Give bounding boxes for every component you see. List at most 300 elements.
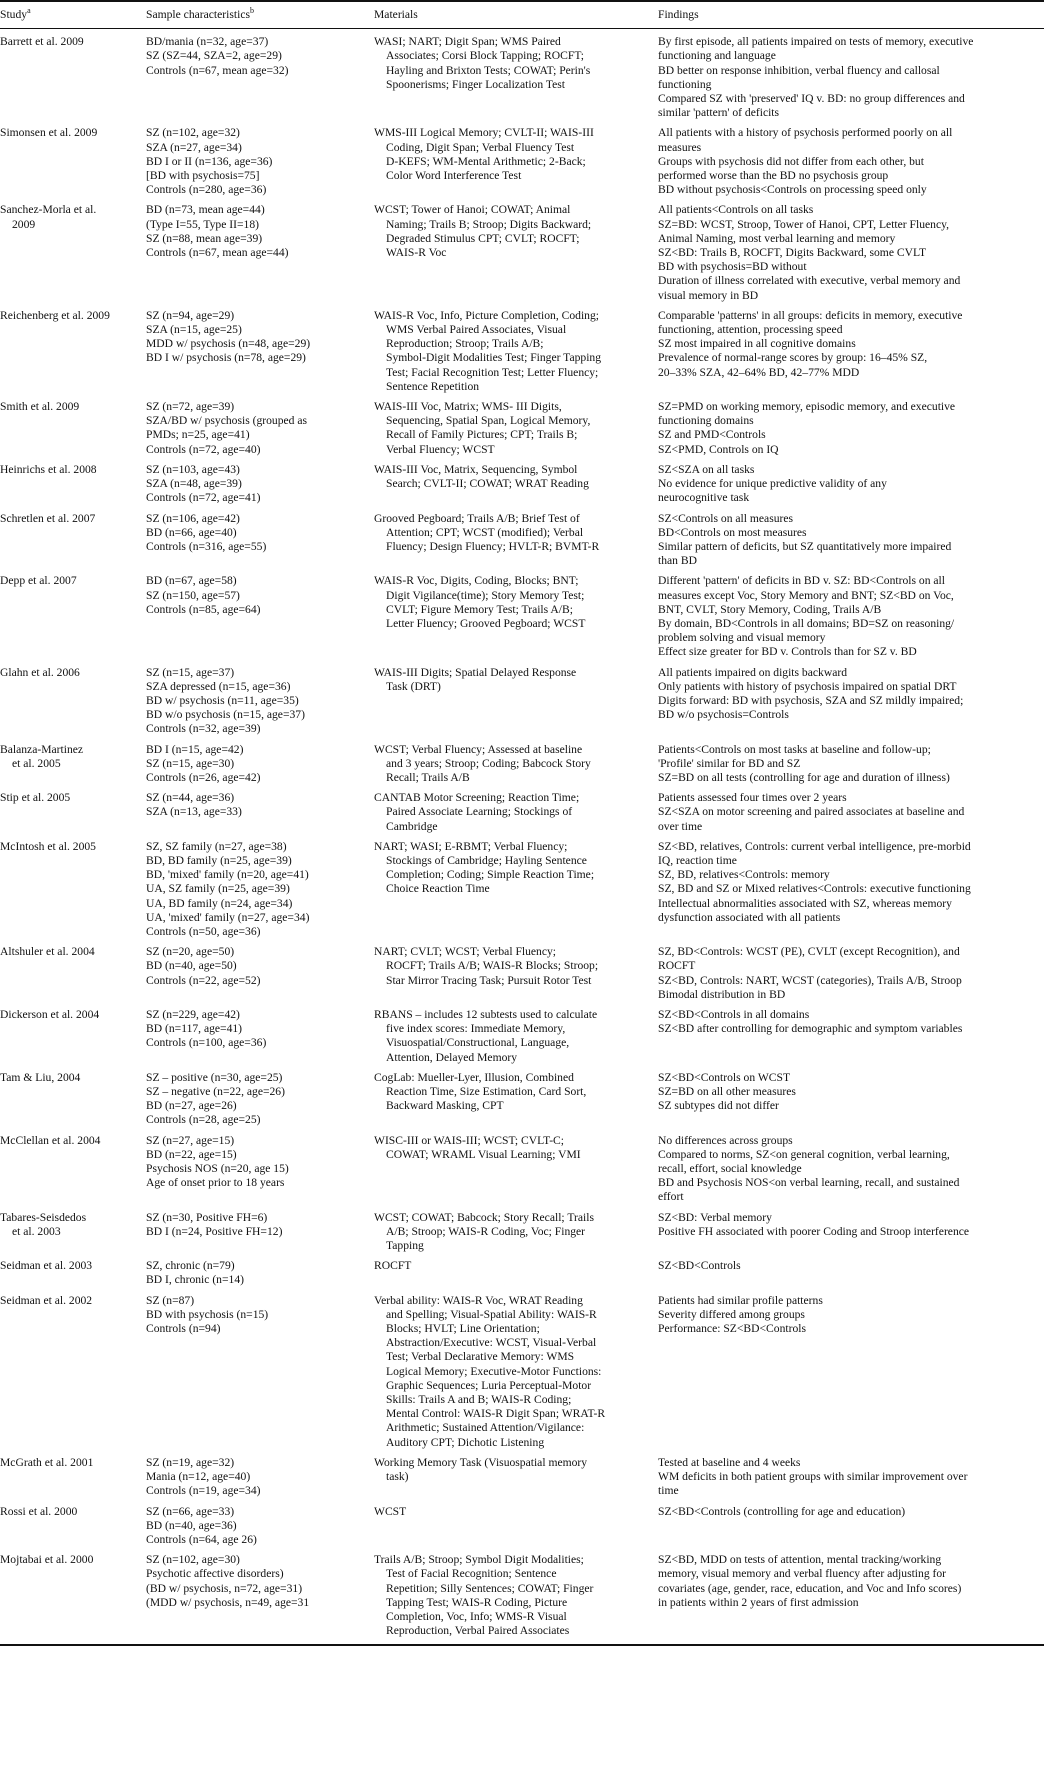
materials-line: Recall; Trails A/B [386,770,470,784]
findings-line: BD<Controls on most measures [658,525,807,539]
findings-line: in patients within 2 years of first admission [658,1595,859,1609]
findings-cell [658,463,1044,512]
sample-line: BD, 'mixed' family (n=20, age=41) [146,868,309,882]
study-cell [0,1071,146,1134]
materials-line: Abstraction/Executive: WCST, Visual-Verbal [386,1336,597,1350]
study-line: Stip et al. 2005 [0,791,71,805]
table-row [0,1259,1044,1293]
findings-line: functioning and language [658,49,776,63]
materials-line: WAIS-R Voc [386,246,447,260]
sample-line: SZ (n=87) [146,1293,195,1307]
header-study: Study$^a$ [0,6,31,21]
sample-line: Controls (n=22, age=52) [146,973,261,987]
study-line: Dickerson et al. 2004 [0,1008,100,1021]
sample-line: BD I or II (n=136, age=36) [146,154,273,168]
sample-line: Controls (n=72, age=41) [146,491,261,505]
findings-line: All patients<Controls on all tasks [658,203,814,217]
materials-cell [374,126,658,203]
table-row [0,126,1044,203]
materials-line: Reaction Time, Size Estimation, Card Sort, [386,1085,587,1099]
study-cell [0,1456,146,1505]
materials-cell [374,574,658,665]
findings-line: SZ<SZA on all tasks [658,462,755,476]
findings-cell [658,743,1044,792]
study-cell [0,512,146,575]
materials-line: Attention; CPT; WCST (modified); Verbal [386,525,584,539]
findings-line: Positive FH associated with poorer Coding and Stroop interference [658,1224,970,1238]
sample-line: PMDs; n=25, age=41) [146,428,250,442]
findings-cell [658,203,1044,308]
sample-line: BD I (n=15, age=42) [146,742,244,756]
sample-line: BD (n=67, age=58) [146,574,237,588]
table-row [0,1505,1044,1554]
sample-line: Controls (n=85, age=64) [146,602,261,616]
sample-cell [146,1294,374,1456]
study-cell [0,400,146,463]
findings-line: All patients with a history of psychosis performed poorly on all [658,126,953,140]
findings-line: SZ<BD: Trails B, ROCFT, Digits Backward, some CVLT [658,246,927,260]
sample-line: SZ (n=229, age=42) [146,1008,240,1021]
findings-line: visual memory in BD [658,288,759,302]
study-cell [0,126,146,203]
table-row [0,1071,1044,1134]
findings-line: Digits forward: BD with psychosis, SZA and SZ mildly impaired; [658,693,964,707]
study-line: McClellan et al. 2004 [0,1133,101,1147]
materials-line: WAIS-R Voc, Info, Picture Completion, Coding; [374,308,599,322]
sample-line: BD I w/ psychosis (n=78, age=29) [146,351,306,365]
findings-line: problem solving and visual memory [658,631,826,645]
sample-line: SZ (n=30, Positive FH=6) [146,1210,268,1224]
materials-line: Working Memory Task (Visuospatial memory [374,1455,588,1469]
findings-line: SZ<Controls on all measures [658,511,794,525]
findings-line: Animal Naming, most verbal learning and memory [658,231,896,245]
sample-line: BD (n=40, age=36) [146,1518,237,1532]
sample-line: Controls (n=72, age=40) [146,442,261,456]
table-row [0,840,1044,945]
study-line: Smith et al. 2009 [0,400,80,414]
sample-line: BD, BD family (n=25, age=39) [146,853,292,867]
table-row [0,1294,1044,1456]
study-line: Seidman et al. 2002 [0,1293,93,1307]
findings-line: SZ<BD, Controls: NART, WCST (categories), Trails A/B, Stroop [658,973,962,987]
study-cell [0,1008,146,1071]
study-line: et al. 2003 [12,1224,61,1238]
findings-line: SZ=BD on all tests (controlling for age and duration of illness) [658,770,950,784]
materials-line: Repetition; Silly Sentences; COWAT; Finger [386,1581,594,1595]
study-line: McIntosh et al. 2005 [0,839,96,853]
materials-line: Color Word Interference Test [386,169,522,183]
findings-line: SZ<BD<Controls on WCST [658,1070,791,1084]
findings-line: SZ, BD and SZ or Mixed relatives<Controls: executive functioning [658,882,971,896]
table-row [0,666,1044,743]
findings-line: SZ and PMD<Controls [658,428,766,442]
materials-cell [374,1294,658,1456]
findings-line: measures [658,140,702,154]
study-cell [0,574,146,665]
sample-line: Controls (n=94) [146,1322,221,1336]
findings-line: Patients assessed four times over 2 years [658,791,847,805]
materials-line: Recall of Family Pictures; CPT; Trails B; [386,428,578,442]
findings-cell [658,512,1044,575]
sample-line: SZA (n=27, age=34) [146,140,242,154]
findings-cell [658,945,1044,1008]
study-line: Depp et al. 2007 [0,574,77,588]
sample-line: SZ (n=44, age=36) [146,791,235,805]
materials-cell [374,309,658,400]
table-row [0,1456,1044,1505]
sample-line: SZA (n=15, age=25) [146,323,242,337]
findings-line: Tested at baseline and 4 weeks [658,1455,801,1469]
sample-line: SZ, chronic (n=79) [146,1259,235,1273]
findings-line: performed worse than the BD no psychosis group [658,169,889,183]
materials-cell [374,1259,658,1293]
materials-line: D-KEFS; WM-Mental Arithmetic; 2-Back; [386,154,586,168]
materials-cell [374,400,658,463]
sample-line: BD with psychosis (n=15) [146,1307,269,1321]
sample-cell [146,463,374,512]
materials-line: Test; Verbal Declarative Memory: WMS [386,1350,575,1364]
findings-line: Similar pattern of deficits, but SZ quantitatively more impaired [658,539,952,553]
findings-line: similar 'pattern' of deficits [658,106,780,120]
findings-line: SZ<PMD, Controls on IQ [658,442,779,456]
study-cell [0,1294,146,1456]
table-body [0,29,1044,1646]
sample-line: UA, BD family (n=24, age=34) [146,896,293,910]
findings-line: SZ=PMD on working memory, episodic memory, and executive [658,400,956,414]
findings-line: Patients<Controls on most tasks at baseline and follow-up; [658,742,931,756]
materials-line: Auditory CPT; Dichotic Listening [386,1435,545,1449]
findings-cell [658,1456,1044,1505]
findings-line: By first episode, all patients impaired on tests of memory, executive [658,35,974,49]
materials-cell [374,1008,658,1071]
findings-line: BD w/o psychosis=Controls [658,708,789,722]
sample-line: SZ (n=19, age=32) [146,1455,235,1469]
sample-line: Controls (n=50, age=36) [146,924,261,938]
materials-line: NART; CVLT; WCST; Verbal Fluency; [374,945,557,959]
materials-line: Completion, Voc, Info; WMS-R Visual [386,1609,567,1623]
sample-line: SZA (n=13, age=33) [146,805,242,819]
findings-line: SZ<BD<Controls [658,1259,741,1273]
sample-cell [146,1505,374,1554]
findings-line: Severity differed among groups [658,1307,805,1321]
materials-line: ROCFT; Trails A/B; WAIS-R Blocks; Stroop; [386,959,599,973]
table-row [0,1134,1044,1211]
study-line: Schretlen et al. 2007 [0,511,96,525]
findings-cell [658,29,1044,127]
sample-line: BD (n=22, age=15) [146,1147,237,1161]
study-cell [0,666,146,743]
sample-cell [146,791,374,840]
sample-cell [146,400,374,463]
materials-cell [374,1456,658,1505]
materials-line: WCST; Verbal Fluency; Assessed at baseline [374,742,583,756]
sample-line: SZ (n=150, age=57) [146,588,240,602]
findings-line: BD and Psychosis NOS<on verbal learning, recall, and sustained [658,1176,960,1190]
materials-cell [374,512,658,575]
findings-line: Effect size greater for BD v. Controls than for SZ v. BD [658,645,917,659]
sample-line: MDD w/ psychosis (n=48, age=29) [146,337,311,351]
materials-line: Degraded Stimulus CPT; CVLT; ROCFT; [386,231,580,245]
materials-line: Graphic Sequences; Luria Perceptual-Motor [386,1378,592,1392]
materials-line: Trails A/B; Stroop; Symbol Digit Modalities; [374,1553,584,1567]
sample-line: SZ (n=94, age=29) [146,308,235,322]
table-row [0,1211,1044,1260]
sample-cell [146,512,374,575]
study-cell [0,203,146,308]
materials-line: Mental Control: WAIS-R Digit Span; WRAT-R [386,1407,606,1421]
materials-line: Digit Vigilance(time); Story Memory Test; [386,588,585,602]
table-row [0,203,1044,308]
findings-line: Intellectual abnormalities associated with SZ, whereas memory [658,896,952,910]
materials-line: WCST [374,1504,407,1518]
findings-line: SZ subtypes did not differ [658,1099,779,1113]
study-cell [0,1259,146,1293]
sample-line: BD w/ psychosis (n=11, age=35) [146,693,299,707]
study-line: Glahn et al. 2006 [0,665,80,679]
materials-line: Completion; Coding; Simple Reaction Time; [386,868,595,882]
materials-line: RBANS – includes 12 subtests used to calculate [374,1008,598,1021]
findings-line: 20–33% SZA, 42–64% BD, 42–77% MDD [658,365,860,379]
sample-line: Controls (n=67, mean age=44) [146,246,289,260]
materials-line: Grooved Pegboard; Trails A/B; Brief Test of [374,511,580,525]
findings-line: BNT, CVLT, Story Memory, Coding, Trails A/B [658,602,882,616]
findings-line: Different 'pattern' of deficits in BD v. SZ: BD<Controls on all [658,574,945,588]
materials-line: Cambridge [386,819,438,833]
materials-line: Hayling and Brixton Tests; COWAT; Perin's [386,63,591,77]
study-line: et al. 2005 [12,756,61,770]
study-line: Heinrichs et al. 2008 [0,462,97,476]
materials-line: five index scores: Immediate Memory, [386,1022,566,1036]
findings-line: SZ=BD on all other measures [658,1085,796,1099]
table-row [0,512,1044,575]
header-findings: Findings [658,8,699,21]
study-cell [0,840,146,945]
materials-line: A/B; Stroop; WAIS-R Coding, Voc; Finger [386,1224,586,1238]
findings-line: covariates (age, gender, race, education, and Voc and Info scores) [658,1581,962,1595]
materials-line: WCST; COWAT; Babcock; Story Recall; Trails [374,1210,594,1224]
materials-cell [374,1505,658,1554]
study-line: Tabares-Seisdedos [0,1210,87,1224]
sample-cell [146,1071,374,1134]
study-line: 2009 [12,217,36,231]
sample-line: SZ (n=66, age=33) [146,1504,235,1518]
findings-cell [658,309,1044,400]
sample-line: Controls (n=316, age=55) [146,539,267,553]
sample-line: SZ – positive (n=30, age=25) [146,1070,283,1084]
findings-line: Compared to norms, SZ<on general cognition, verbal learning, [658,1147,950,1161]
sample-line: SZA depressed (n=15, age=36) [146,679,291,693]
findings-line: Duration of illness correlated with executive, verbal memory and [658,274,961,288]
materials-line: Tapping Test; WAIS-R Coding, Picture [386,1595,568,1609]
study-cell [0,1505,146,1554]
study-line: Altshuler et al. 2004 [0,945,95,959]
sample-line: BD (n=27, age=26) [146,1099,237,1113]
sample-line: BD I, chronic (n=14) [146,1273,244,1287]
findings-line: recall, effort, social knowledge [658,1162,802,1176]
sample-line: SZ (n=15, age=37) [146,665,235,679]
study-cell [0,309,146,400]
materials-cell [374,666,658,743]
materials-line: Verbal Fluency; WCST [386,442,495,456]
table-row [0,791,1044,840]
table-row [0,29,1044,127]
materials-line: Fluency; Design Fluency; HVLT-R; BVMT-R [386,539,600,553]
findings-cell [658,666,1044,743]
sample-line: Controls (n=32, age=39) [146,722,261,736]
sample-cell [146,1456,374,1505]
sample-line: BD I (n=24, Positive FH=12) [146,1224,283,1238]
sample-line: SZ (n=102, age=30) [146,1553,240,1567]
materials-cell [374,1071,658,1134]
sample-line: SZ – negative (n=22, age=26) [146,1085,285,1099]
sample-line: SZ (n=106, age=42) [146,511,240,525]
findings-line: BD better on response inhibition, verbal fluency and callosal [658,63,940,77]
findings-line: SZ<BD<Controls in all domains [658,1008,810,1021]
findings-cell [658,791,1044,840]
findings-line: Comparable 'patterns' in all groups: deficits in memory, executive [658,308,963,322]
sample-cell [146,1259,374,1293]
findings-line: No differences across groups [658,1133,793,1147]
materials-line: Attention, Delayed Memory [386,1050,518,1064]
findings-cell [658,1071,1044,1134]
materials-cell [374,463,658,512]
materials-line: Tapping [386,1239,424,1253]
materials-line: WAIS-III Voc, Matrix, Sequencing, Symbol [374,462,578,476]
findings-line: measures except Voc, Story Memory and BNT; SZ<BD on Voc, [658,588,954,602]
findings-line: SZ most impaired in all cognitive domains [658,337,856,351]
findings-line: SZ<BD, relatives, Controls: current verbal intelligence, pre-morbid [658,839,971,853]
sample-line: UA, SZ family (n=25, age=39) [146,882,290,896]
materials-line: Star Mirror Tracing Task; Pursuit Rotor Test [386,973,592,987]
materials-line: Naming; Trails B; Stroop; Digits Backward; [386,217,592,231]
findings-line: effort [658,1190,684,1204]
findings-line: Only patients with history of psychosis impaired on spatial DRT [658,679,957,693]
sample-cell [146,840,374,945]
sample-line: SZA/BD w/ psychosis (grouped as [146,414,308,428]
table-row [0,1553,1044,1645]
table-row [0,743,1044,792]
sample-line: (BD w/ psychosis, n=72, age=31) [146,1581,303,1595]
materials-line: WAIS-R Voc, Digits, Coding, Blocks; BNT; [374,574,579,588]
materials-line: Reproduction, Verbal Paired Associates [386,1624,570,1638]
findings-line: Patients had similar profile patterns [658,1293,823,1307]
materials-line: Test; Facial Recognition Test; Letter Fluency; [386,365,599,379]
study-line: Sanchez-Morla et al. [0,203,97,217]
materials-line: and Spelling; Visual-Spatial Ability: WAIS-R [386,1307,597,1321]
findings-line: SZ, BD, relatives<Controls: memory [658,868,830,882]
materials-line: WCST; Tower of Hanoi; COWAT; Animal [374,203,571,217]
materials-line: task) [386,1470,409,1484]
materials-line: WMS-III Logical Memory; CVLT-II; WAIS-III [374,126,594,140]
materials-line: Test of Facial Recognition; Sentence [386,1567,557,1581]
materials-cell [374,1134,658,1211]
materials-line: CogLab: Mueller-Lyer, Illusion, Combined [374,1070,574,1084]
findings-cell [658,1134,1044,1211]
findings-line: SZ<BD: Verbal memory [658,1210,772,1224]
study-cell [0,1553,146,1645]
materials-line: Choice Reaction Time [386,882,490,896]
sample-cell [146,743,374,792]
sample-cell [146,945,374,1008]
findings-line: than BD [658,554,697,568]
sample-line: SZ, SZ family (n=27, age=38) [146,839,287,853]
materials-line: CVLT; Figure Memory Test; Trails A/B; [386,602,573,616]
sample-line: SZ (n=15, age=30) [146,756,235,770]
findings-cell [658,1259,1044,1293]
findings-line: SZ<SZA on motor screening and paired associates at baseline and [658,805,965,819]
findings-cell [658,126,1044,203]
sample-line: SZ (n=102, age=32) [146,126,240,140]
sample-cell [146,1134,374,1211]
sample-line: (MDD w/ psychosis, n=49, age=31 [146,1595,310,1609]
materials-line: Task (DRT) [386,679,441,693]
table-row [0,574,1044,665]
table-row [0,309,1044,400]
findings-line: SZ=BD: WCST, Stroop, Tower of Hanoi, CPT, Letter Fluency, [658,217,950,231]
materials-line: Spoonerisms; Finger Localization Test [386,77,565,91]
study-cell [0,1211,146,1260]
materials-cell [374,1553,658,1645]
findings-line: functioning, attention, processing speed [658,323,843,337]
sample-line: SZ (n=103, age=43) [146,462,240,476]
materials-line: Coding, Digit Span; Verbal Fluency Test [386,140,575,154]
study-line: McGrath et al. 2001 [0,1455,94,1469]
table-row [0,400,1044,463]
materials-line: Logical Memory; Executive-Motor Functions: [386,1364,602,1378]
materials-line: Skills: Trails A and B; WAIS-R Coding; [386,1393,572,1407]
findings-cell [658,1294,1044,1456]
sample-line: BD w/o psychosis (n=15, age=37) [146,708,305,722]
materials-line: NART; WASI; E-RBMT; Verbal Fluency; [374,839,568,853]
study-line: Simonsen et al. 2009 [0,126,98,140]
materials-line: WISC-III or WAIS-III; WCST; CVLT-C; [374,1133,565,1147]
materials-line: Arithmetic; Sustained Attention/Vigilance: [386,1421,585,1435]
sample-line: Controls (n=26, age=42) [146,770,261,784]
sample-cell [146,126,374,203]
findings-line: IQ, reaction time [658,853,737,867]
materials-line: Stockings of Cambridge; Hayling Sentence [386,853,587,867]
findings-line: dysfunction associated with all patients [658,910,841,924]
sample-cell [146,574,374,665]
findings-line: Bimodal distribution in BD [658,987,786,1001]
study-cell [0,743,146,792]
findings-line: No evidence for unique predictive validity of any [658,477,887,491]
findings-line: All patients impaired on digits backward [658,665,847,679]
study-cell [0,945,146,1008]
sample-line: (Type I=55, Type II=18) [146,217,259,231]
findings-cell [658,1505,1044,1554]
findings-line: SZ<BD, MDD on tests of attention, mental tracking/working [658,1553,942,1567]
findings-line: BD without psychosis<Controls on processing speed only [658,183,927,197]
materials-cell [374,945,658,1008]
materials-line: Search; CVLT-II; COWAT; WRAT Reading [386,477,589,491]
findings-line: time [658,1484,679,1498]
sample-line: SZ (n=20, age=50) [146,945,235,959]
findings-line: BD with psychosis=BD without [658,260,807,274]
study-line: Balanza-Martinez [0,742,84,756]
header-sample-characteristics: Sample characteristics$^b$ [146,6,254,21]
materials-line: Associates; Corsi Block Tapping; ROCFT; [386,49,585,63]
sample-line: SZA (n=48, age=39) [146,477,242,491]
sample-line: Psychosis NOS (n=20, age 15) [146,1162,289,1176]
materials-line: and 3 years; Stroop; Coding; Babcock Story [386,756,591,770]
materials-line: WMS Verbal Paired Associates, Visual [386,323,567,337]
sample-cell [146,1553,374,1645]
sample-line: SZ (n=72, age=39) [146,400,235,414]
sample-line: BD/mania (n=32, age=37) [146,35,269,49]
findings-line: memory, visual memory and verbal fluency after adjusting for [658,1567,947,1581]
materials-line: WAIS-III Digits; Spatial Delayed Response [374,665,577,679]
